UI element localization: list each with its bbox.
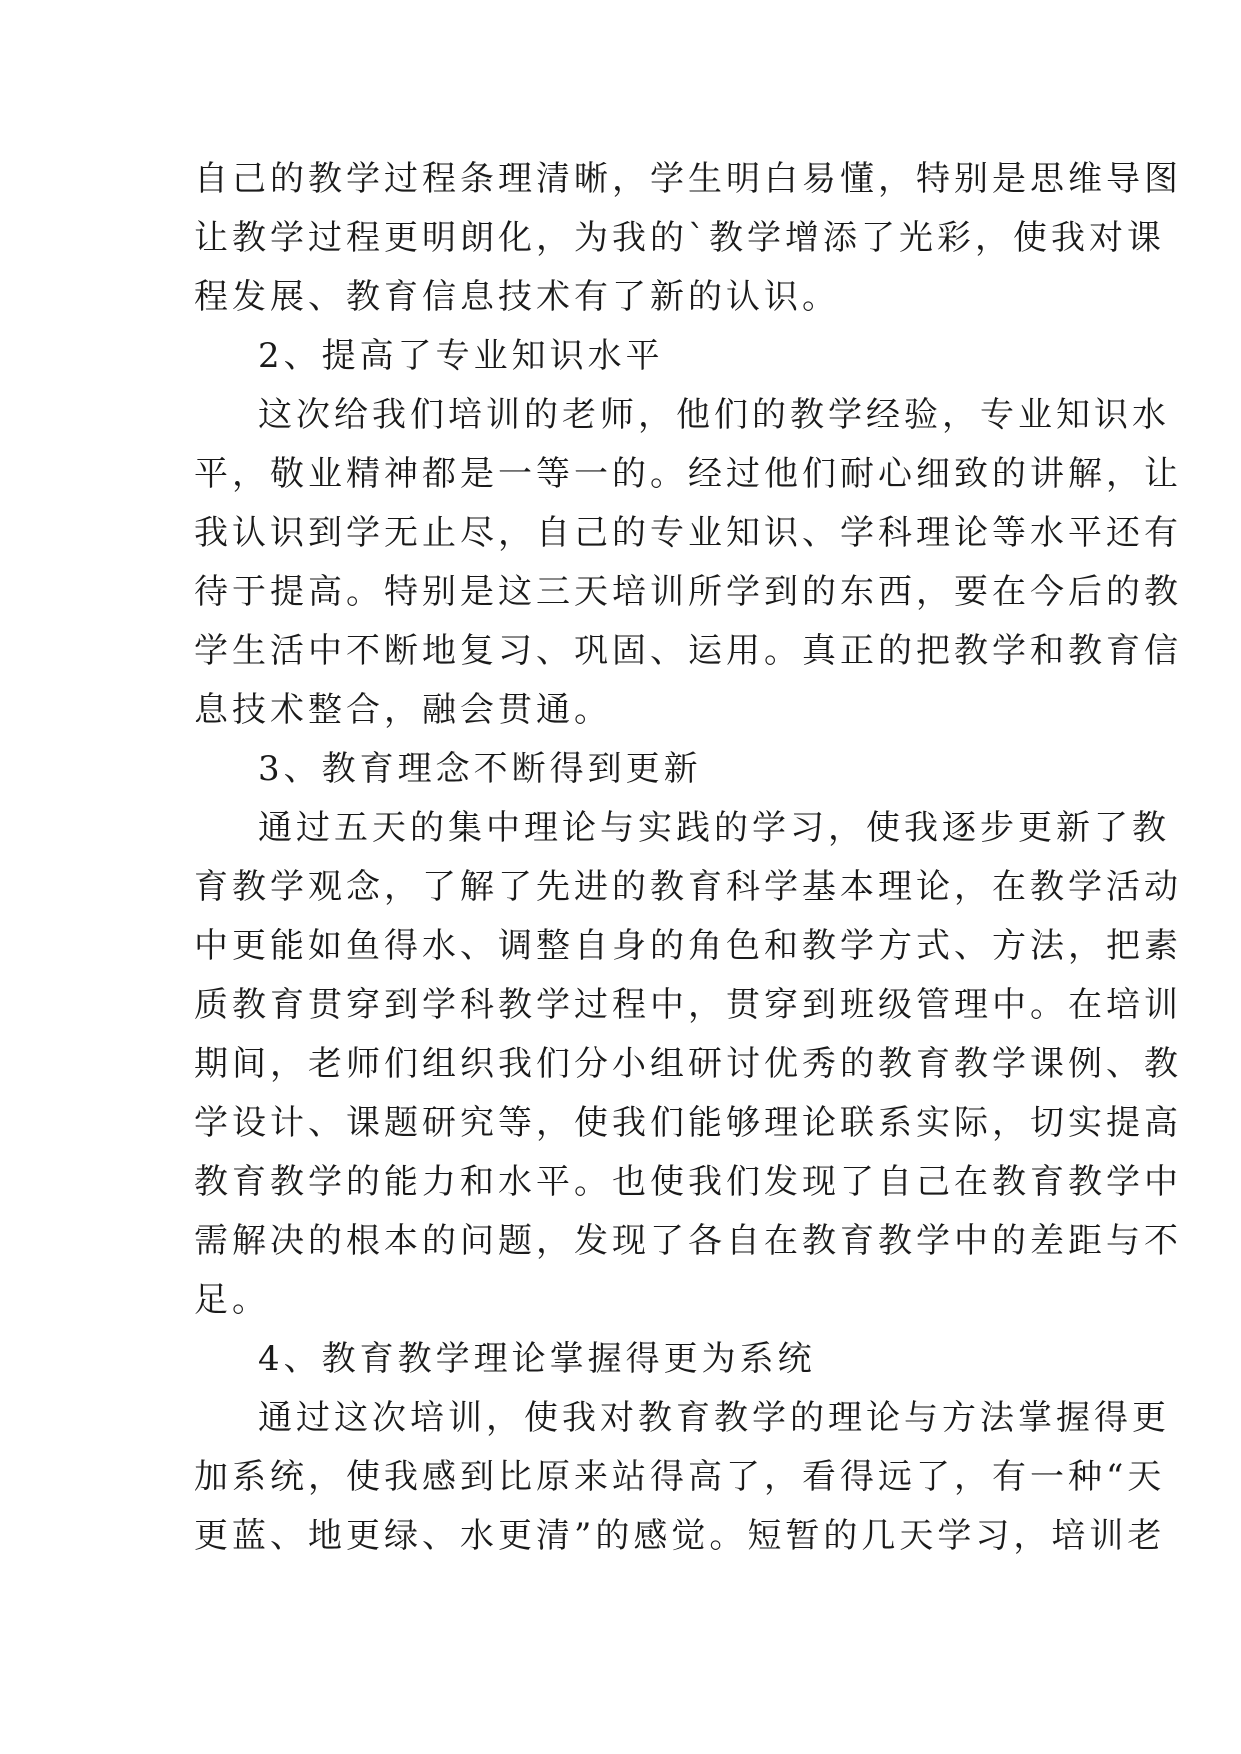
paragraph-line: 足。 [194,1280,270,1320]
paragraph-line: 这次给我们培训的老师，他们的教学经验，专业知识水 [258,395,1170,435]
section-heading-2: 2、提高了专业知识水平 [258,336,664,376]
paragraph-line: 自己的教学过程条理清晰，学生明白易懂，特别是思维导图 [194,159,1182,199]
section-heading-3: 3、教育理念不断得到更新 [258,749,702,789]
paragraph-line: 加系统，使我感到比原来站得高了，看得远了，有一种“天 [194,1457,1166,1497]
paragraph-line: 需解决的根本的问题，发现了各自在教育教学中的差距与不 [194,1221,1182,1261]
paragraph-line: 学生活中不断地复习、巩固、运用。真正的把教学和教育信 [194,631,1182,671]
document-body [194,150,1182,1566]
paragraph-line: 教育教学的能力和水平。也使我们发现了自己在教育教学中 [194,1162,1182,1202]
paragraph-line: 我认识到学无止尽，自己的专业知识、学科理论等水平还有 [194,513,1182,553]
paragraph-line: 期间，老师们组织我们分小组研讨优秀的教育教学课例、教 [194,1044,1182,1084]
paragraph-line: 中更能如鱼得水、调整自身的角色和教学方式、方法，把素 [194,926,1182,966]
paragraph-line: 育教学观念，了解了先进的教育科学基本理论，在教学活动 [194,867,1182,907]
section-heading-4: 4、教育教学理论掌握得更为系统 [258,1339,816,1379]
paragraph-line: 学设计、课题研究等，使我们能够理论联系实际，切实提高 [194,1103,1182,1143]
paragraph-line: 通过五天的集中理论与实践的学习，使我逐步更新了教 [258,808,1170,848]
paragraph-line: 程发展、教育信息技术有了新的认识。 [194,277,840,317]
paragraph-line: 息技术整合，融会贯通。 [194,690,612,730]
paragraph-line: 让教学过程更明朗化，为我的`教学增添了光彩，使我对课 [194,218,1165,258]
paragraph-line: 质教育贯穿到学科教学过程中，贯穿到班级管理中。在培训 [194,985,1182,1025]
paragraph-line: 更蓝、地更绿、水更清”的感觉。短暂的几天学习，培训老 [194,1516,1166,1556]
paragraph-line: 通过这次培训，使我对教育教学的理论与方法掌握得更 [258,1398,1170,1438]
paragraph-line: 平，敬业精神都是一等一的。经过他们耐心细致的讲解，让 [194,454,1182,494]
paragraph-line: 待于提高。特别是这三天培训所学到的东西，要在今后的教 [194,572,1182,612]
